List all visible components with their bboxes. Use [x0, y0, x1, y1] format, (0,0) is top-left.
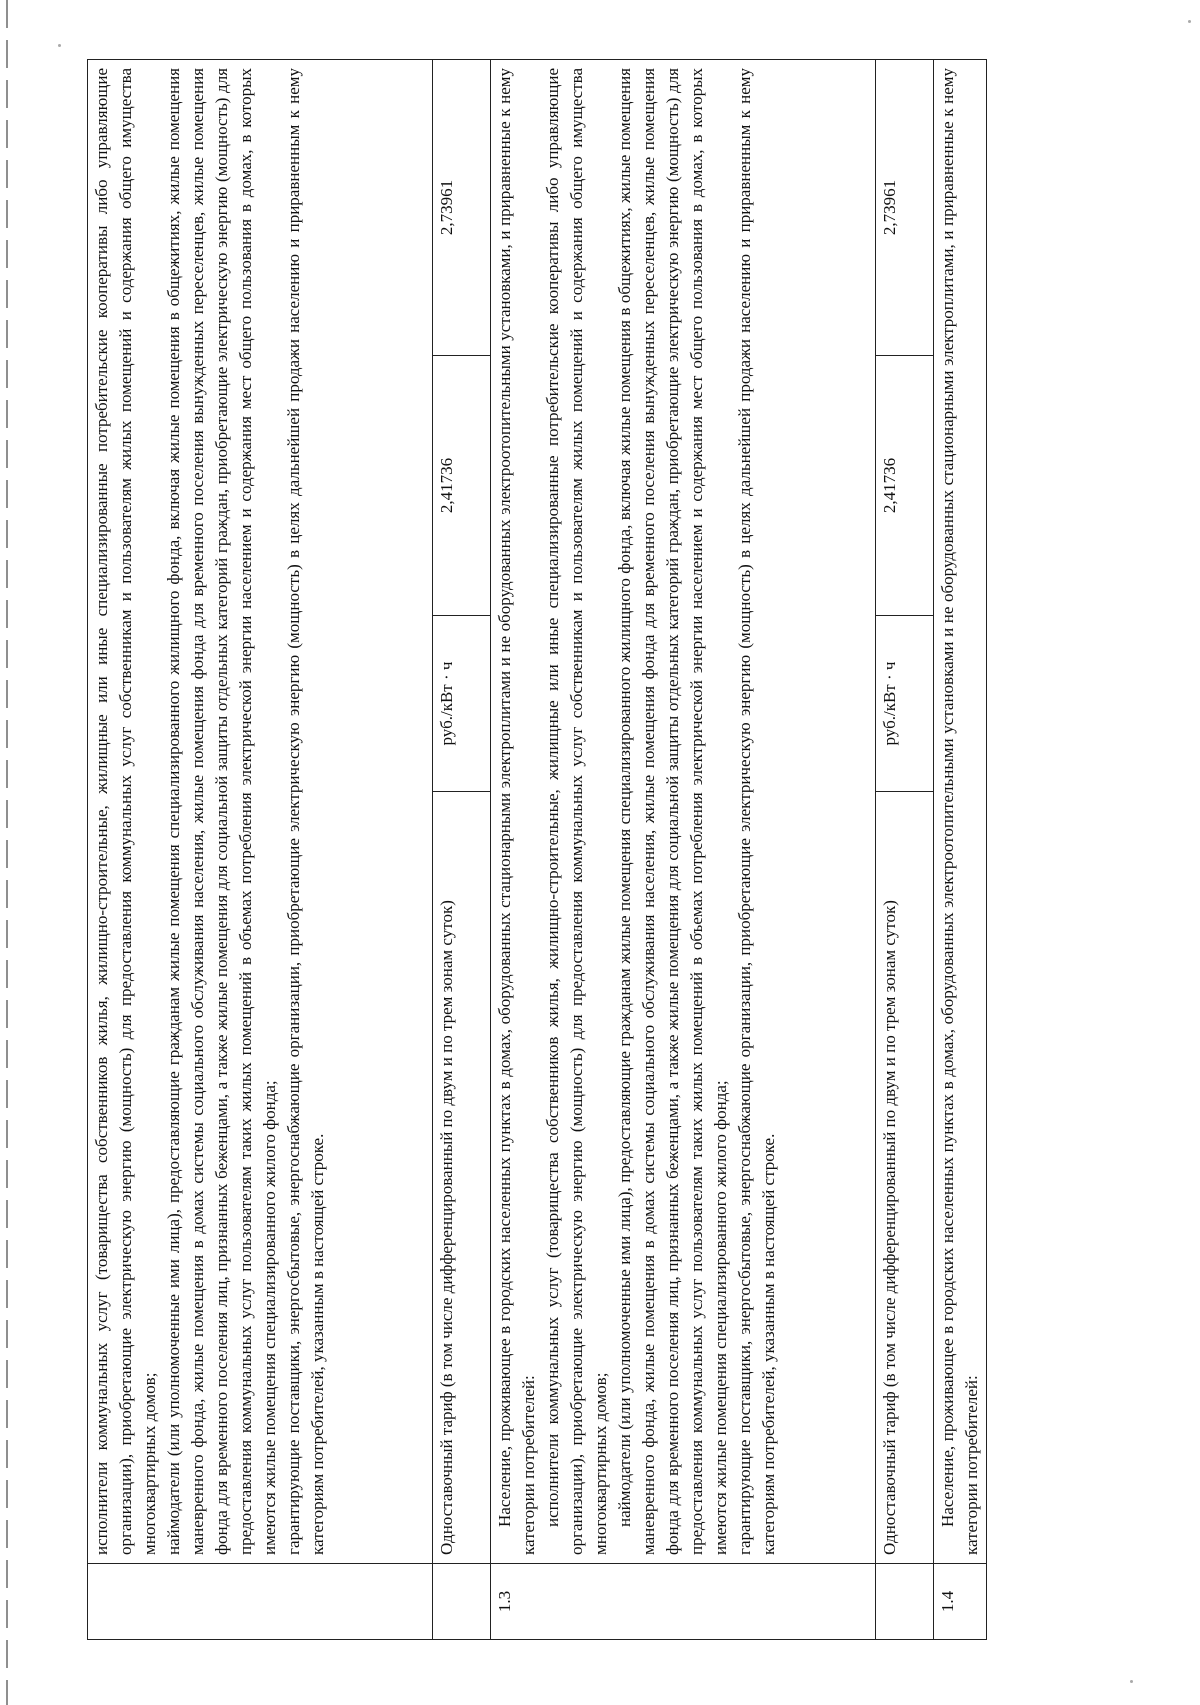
row-description	[491, 59, 876, 1563]
tariff-label: Одноставочный тариф (в том числе дифференцированный по двум и по трем зонам суток)	[433, 792, 491, 1564]
unit-cell: руб./кВт · ч	[876, 616, 934, 792]
row-number: 1.3	[491, 1564, 876, 1640]
tariff-value-1: 2,41736	[876, 356, 934, 616]
tariff-label: Одноставочный тариф (в том числе дифференцированный по двум и по трем зонам суток)	[876, 792, 934, 1564]
row-number: 1.4	[934, 1564, 987, 1640]
tariff-value-2: 2,73961	[876, 59, 934, 355]
paragraph: исполнители коммунальных услуг (товарищества собственников жилья, жилищно-строительные, жилищные или иные специализированные потребительские кооперативы либо управляющие организации), приобретающие электрическую энергию (мощность) для предоставления коммунальных услуг собственникам и пользователям жилых помещений и содержания общего имущества многоквартирных домов;	[543, 67, 610, 1555]
empty-cell	[433, 1564, 491, 1640]
unit-cell: руб./кВт · ч	[433, 616, 491, 792]
table-row	[88, 59, 433, 1639]
scan-speck	[58, 44, 61, 47]
table-row	[876, 59, 934, 1639]
table-row	[934, 59, 987, 1639]
scan-speck	[1188, 20, 1191, 23]
tariff-value-2: 2,73961	[433, 59, 491, 355]
table-row	[433, 59, 491, 1639]
table-row	[491, 59, 876, 1639]
paragraph: гарантирующие поставщики, энергосбытовые, энергоснабжающие организации, приобретающие электрическую энергию (мощность) в целях дальнейшей продажи населению и приравненным к нему категориям потребителей, указанным в настоящей строке.	[284, 67, 327, 1555]
tariff-value-1: 2,41736	[433, 356, 491, 616]
paragraph: гарантирующие поставщики, энергосбытовые, энергоснабжающие организации, приобретающие электрическую энергию (мощность) в целях дальнейшей продажи населению и приравненным к нему категориям потребителей, указанным в настоящей строке.	[735, 67, 778, 1555]
rotated-page	[87, 60, 981, 1640]
tariff-table	[87, 59, 987, 1640]
row-description	[88, 59, 433, 1563]
paragraph: наймодатели (или уполномоченные ими лица), предоставляющие гражданам жилые помещения специализированного жилищного фонда, включая жилые помещения в общежитиях, жилые помещения маневренного фонда, жилые помещения в домах системы социального обслуживания населения, жилые помещения фонда для временного поселения вынужденных переселенцев, жилые помещения фонда для временного поселения лиц, признанных беженцами, а также жилые помещения для социальной защиты отдельных категорий граждан, приобретающие электрическую энергию (мощность) для предоставления коммунальных услуг пользователям таких жилых помещений в объемах потребления электрической энергии населением и содержания мест общего пользования в домах, в которых имеются жилые помещения специализированного жилого фонда;	[615, 67, 730, 1555]
paragraph: Население, проживающее в городских населенных пунктах в домах, оборудованных электроотопительными установками и не оборудованных стационарными электроплитами, и приравненные к нему категории потребителей:	[938, 67, 981, 1555]
scan-edge	[6, 0, 8, 1705]
paragraph: исполнители коммунальных услуг (товарищества собственников жилья, жилищно-строительные, жилищные или иные специализированные потребительские кооперативы либо управляющие организации), приобретающие электрическую энергию (мощность) для предоставления коммунальных услуг собственникам и пользователям жилых помещений и содержания общего имущества многоквартирных домов;	[92, 67, 159, 1555]
scan-speck	[1130, 1680, 1133, 1683]
paragraph: наймодатели (или уполномоченные ими лица), предоставляющие гражданам жилые помещения специализированного жилищного фонда, включая жилые помещения в общежитиях, жилые помещения маневренного фонда, жилые помещения в домах системы социального обслуживания населения, жилые помещения фонда для временного поселения вынужденных переселенцев, жилые помещения фонда для временного поселения лиц, признанных беженцами, а также жилые помещения для социальной защиты отдельных категорий граждан, приобретающие электрическую энергию (мощность) для предоставления коммунальных услуг пользователям таких жилых помещений в объемах потребления электрической энергии населением и содержания мест общего пользования в домах, в которых имеются жилые помещения специализированного жилого фонда;	[164, 67, 279, 1555]
row-description	[934, 59, 987, 1563]
row-number	[88, 1564, 433, 1640]
empty-cell	[876, 1564, 934, 1640]
paragraph: Население, проживающее в городских населенных пунктах в домах, оборудованных стационарными электроплитами и не оборудованных электроотопительными установками, и приравненные к нему категории потребителей:	[495, 67, 538, 1555]
